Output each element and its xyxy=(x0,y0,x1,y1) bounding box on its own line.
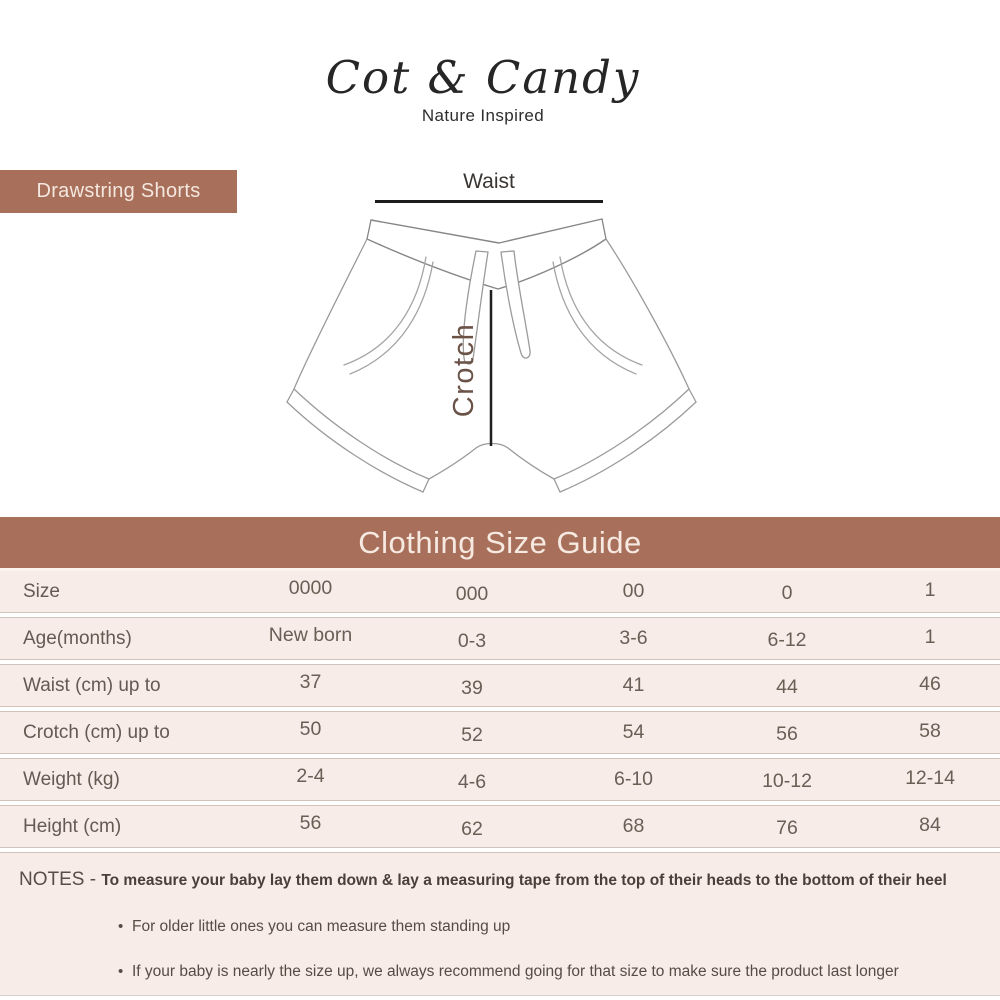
size-table-body xyxy=(0,571,1000,853)
drawstring-tie-right xyxy=(501,251,530,358)
brand-logo xyxy=(283,52,683,126)
bottom-divider xyxy=(0,995,1000,1000)
table-cell: 6-12 xyxy=(767,629,807,651)
table-cell: 000 xyxy=(455,583,489,605)
table-row xyxy=(0,759,1000,800)
size-guide-title-banner xyxy=(0,517,1000,571)
row-label: Age(months) xyxy=(23,627,132,649)
table-row xyxy=(0,618,1000,659)
table-cell: 54 xyxy=(622,721,645,743)
table-cell: 2-4 xyxy=(296,765,325,787)
table-cell: 1 xyxy=(924,626,936,648)
table-cell: 41 xyxy=(622,674,645,696)
shorts-measurement-diagram xyxy=(280,168,720,517)
row-label: Size xyxy=(23,580,60,602)
table-cell: 39 xyxy=(461,677,483,699)
notes-heading: NOTES - xyxy=(19,869,97,890)
notes-line xyxy=(19,869,980,891)
table-cell: 46 xyxy=(919,673,941,695)
notes-section xyxy=(0,853,1000,981)
table-row xyxy=(0,665,1000,706)
table-cell: 56 xyxy=(299,812,322,834)
brand-tagline: Nature Inspired xyxy=(421,105,545,125)
table-cell: 00 xyxy=(622,580,645,602)
table-cell: 62 xyxy=(461,818,483,840)
notes-intro: To measure your baby lay them down & lay a measuring tape from the top of their heads to the bottom of their heel xyxy=(101,872,947,889)
shorts-sketch xyxy=(280,195,720,515)
brand-name: Cot & Candy xyxy=(325,51,641,104)
table-cell: 10-12 xyxy=(762,770,812,792)
size-guide-title: Clothing Size Guide xyxy=(358,524,642,560)
table-cell: 12-14 xyxy=(905,767,955,789)
table-cell: 56 xyxy=(776,723,798,745)
table-cell: 0-3 xyxy=(457,630,487,652)
table-row xyxy=(0,571,1000,612)
waist-measure-label: Waist xyxy=(463,170,515,193)
table-cell: 0 xyxy=(781,582,793,604)
table-cell: 44 xyxy=(776,676,798,698)
product-banner xyxy=(0,170,237,213)
table-cell: 4-6 xyxy=(457,771,487,793)
table-cell: 58 xyxy=(919,720,941,742)
table-cell: 6-10 xyxy=(613,768,654,790)
table-row xyxy=(0,712,1000,753)
table-cell: 0000 xyxy=(288,577,333,599)
table-cell: 76 xyxy=(776,817,798,839)
notes-bullet-list xyxy=(19,905,980,981)
row-label: Weight (kg) xyxy=(23,768,120,790)
table-cell: 50 xyxy=(299,718,322,740)
crotch-measure-label: Crotch xyxy=(448,322,480,418)
notes-bullet: • If your baby is nearly the size up, we always recommend going for that size to make sure the product last longer xyxy=(118,936,980,981)
size-guide-section xyxy=(0,517,1000,1000)
table-cell: 52 xyxy=(461,724,483,746)
table-cell: 37 xyxy=(299,671,322,693)
table-cell: New born xyxy=(268,624,353,646)
notes-bullet: • For older little ones you can measure them standing up xyxy=(118,905,980,936)
product-banner-label: Drawstring Shorts xyxy=(36,180,201,202)
row-label: Crotch (cm) up to xyxy=(23,721,170,743)
row-label: Waist (cm) up to xyxy=(23,674,161,696)
table-cell: 84 xyxy=(919,814,941,836)
table-cell: 1 xyxy=(924,579,936,601)
table-row xyxy=(0,806,1000,847)
table-cell: 3-6 xyxy=(619,627,648,649)
row-label: Height (cm) xyxy=(23,815,122,837)
table-cell: 68 xyxy=(622,815,645,837)
